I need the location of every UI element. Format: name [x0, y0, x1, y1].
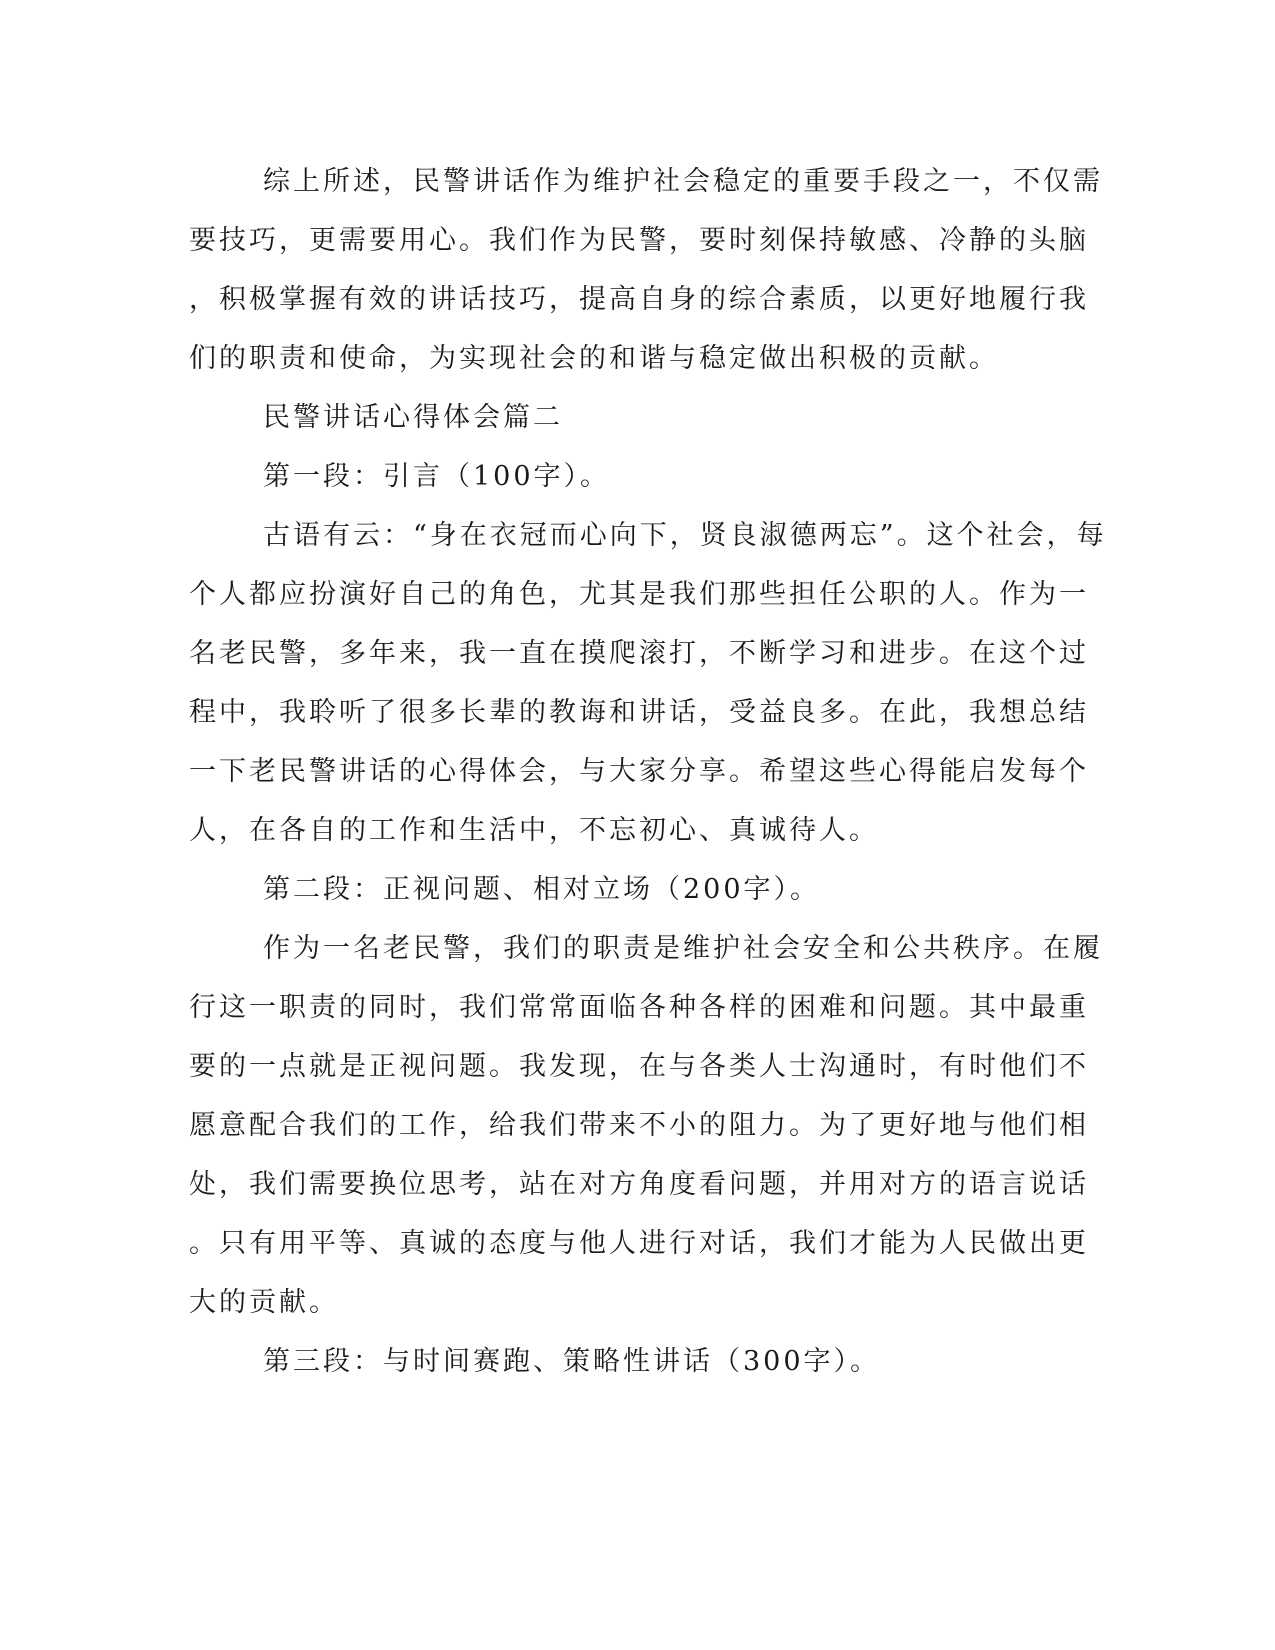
- paragraph-heading: 第一段：引言（100字）。: [263, 461, 611, 492]
- text-line: 行这一职责的同时，我们常常面临各种各样的困难和问题。其中最重: [189, 992, 1089, 1023]
- paragraph-heading: 第二段：正视问题、相对立场（200字）。: [263, 874, 821, 905]
- text-line: 。只有用平等、真诚的态度与他人进行对话，我们才能为人民做出更: [189, 1228, 1089, 1259]
- text-line: 们的职责和使命，为实现社会的和谐与稳定做出积极的贡献。: [189, 343, 999, 374]
- text-line: ，积极掌握有效的讲话技巧，提高自身的综合素质，以更好地履行我: [189, 284, 1089, 315]
- text-line: 要的一点就是正视问题。我发现，在与各类人士沟通时，有时他们不: [189, 1051, 1089, 1082]
- paragraph-heading: 第三段：与时间赛跑、策略性讲话（300字）。: [263, 1346, 881, 1377]
- text-line: 综上所述，民警讲话作为维护社会稳定的重要手段之一，不仅需: [263, 166, 1103, 197]
- text-line: 个人都应扮演好自己的角色，尤其是我们那些担任公职的人。作为一: [189, 579, 1089, 610]
- section-title: 民警讲话心得体会篇二: [263, 402, 563, 433]
- text-line: 大的贡献。: [189, 1287, 339, 1318]
- text-line: 人，在各自的工作和生活中，不忘初心、真诚待人。: [189, 815, 879, 846]
- text-line: 要技巧，更需要用心。我们作为民警，要时刻保持敏感、冷静的头脑: [189, 225, 1089, 256]
- text-line: 一下老民警讲话的心得体会，与大家分享。希望这些心得能启发每个: [189, 756, 1089, 787]
- text-line: 程中，我聆听了很多长辈的教诲和讲话，受益良多。在此，我想总结: [189, 697, 1089, 728]
- text-line: 愿意配合我们的工作，给我们带来不小的阻力。为了更好地与他们相: [189, 1110, 1089, 1141]
- text-line: 作为一名老民警，我们的职责是维护社会安全和公共秩序。在履: [263, 933, 1103, 964]
- text-line: 名老民警，多年来，我一直在摸爬滚打，不断学习和进步。在这个过: [189, 638, 1089, 669]
- text-line: 处，我们需要换位思考，站在对方角度看问题，并用对方的语言说话: [189, 1169, 1089, 1200]
- text-line: 古语有云：“身在衣冠而心向下，贤良淑德两忘”。这个社会，每: [263, 520, 1107, 551]
